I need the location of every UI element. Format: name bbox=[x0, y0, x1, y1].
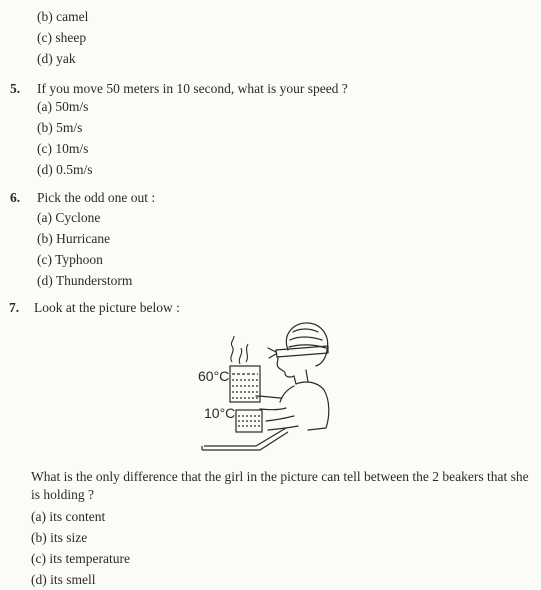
girl-body bbox=[296, 382, 329, 430]
girl-face bbox=[277, 357, 294, 377]
q6-option-c: (c) Typhoon bbox=[37, 252, 103, 267]
q7-option-a: (a) its content bbox=[31, 509, 106, 524]
q7-option-c: (c) its temperature bbox=[31, 551, 130, 566]
q4-option-d: (d) yak bbox=[37, 51, 76, 66]
q7-option-b: (b) its size bbox=[31, 530, 88, 545]
q4-option-c: (c) sheep bbox=[37, 30, 87, 45]
table bbox=[202, 428, 288, 450]
q5-option-b: (b) 5m/s bbox=[37, 120, 83, 135]
q7-option-d: (d) its smell bbox=[31, 572, 96, 587]
cold-beaker bbox=[236, 410, 262, 432]
q6-option-d: (d) Thunderstorm bbox=[37, 273, 133, 288]
blindfold bbox=[276, 346, 328, 357]
q5-option-a: (a) 50m/s bbox=[37, 99, 89, 114]
girl-hair-strands bbox=[289, 329, 326, 348]
hot-temperature-label: 60°C bbox=[198, 368, 230, 384]
q7-question-line-1: What is the only difference that the girl in the picture can tell between the 2 beakers that she bbox=[31, 469, 529, 484]
hot-beaker bbox=[230, 366, 260, 402]
steam-lines bbox=[231, 336, 248, 364]
q4-option-b: (b) camel bbox=[37, 9, 89, 24]
girl-arm-lower bbox=[266, 416, 294, 421]
q5-option-c: (c) 10m/s bbox=[37, 141, 89, 156]
q7-number: 7. bbox=[9, 300, 20, 315]
q6-option-b: (b) Hurricane bbox=[37, 231, 111, 246]
q7-question-line-2: is holding ? bbox=[31, 487, 94, 502]
q5-text: If you move 50 meters in 10 second, what is your speed ? bbox=[37, 81, 348, 96]
q5-option-d: (d) 0.5m/s bbox=[37, 162, 93, 177]
q7-text: Look at the picture below : bbox=[34, 300, 180, 315]
q6-number: 6. bbox=[10, 190, 21, 205]
q6-text: Pick the odd one out : bbox=[37, 190, 156, 205]
q5-number: 5. bbox=[10, 81, 21, 96]
cold-temperature-label: 10°C bbox=[204, 405, 236, 421]
girl-with-beakers-illustration bbox=[190, 320, 350, 460]
q6-option-a: (a) Cyclone bbox=[37, 210, 101, 225]
